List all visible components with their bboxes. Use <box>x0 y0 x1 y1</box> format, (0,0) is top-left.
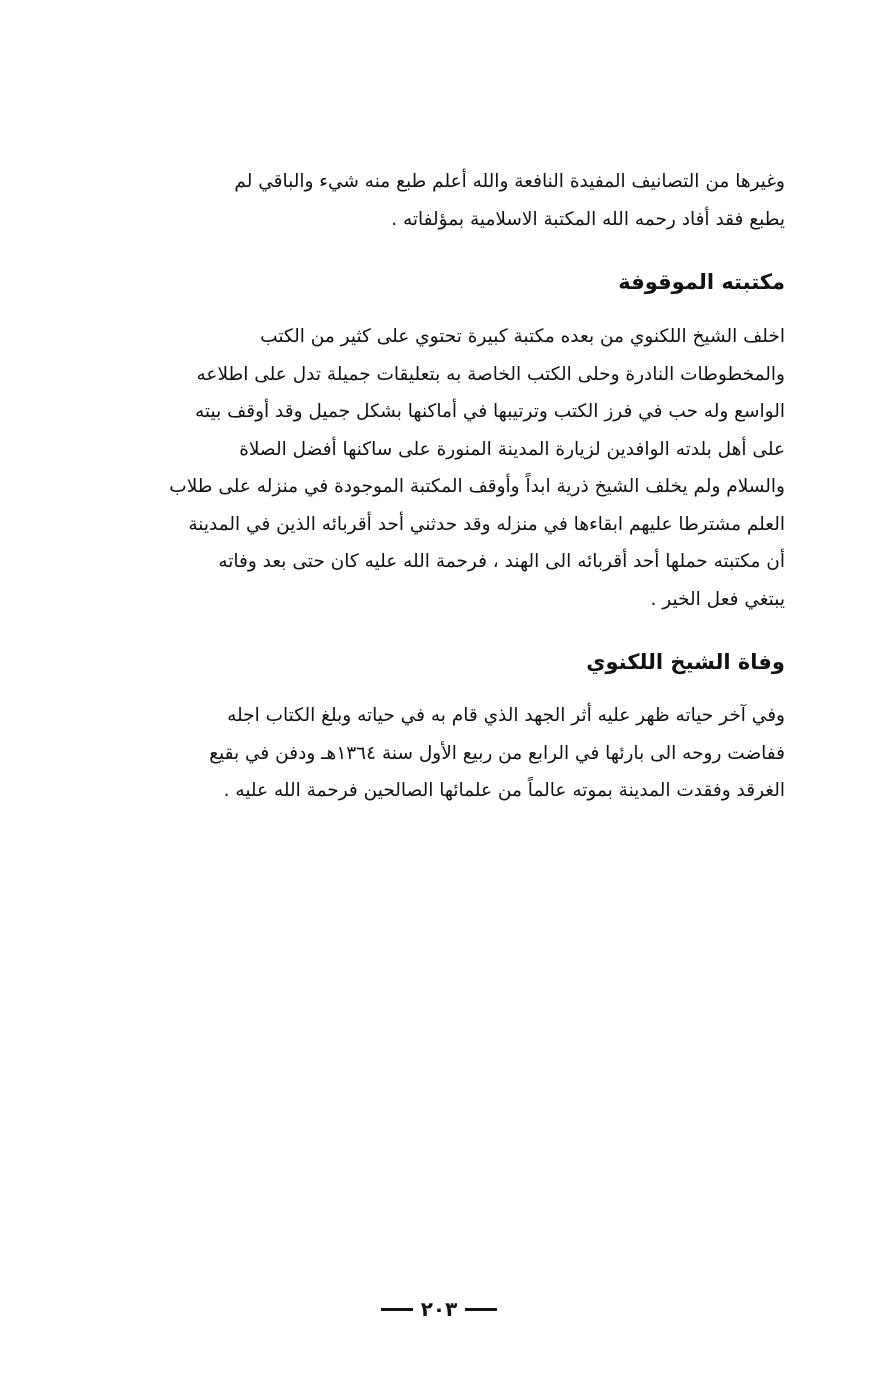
page-number: ٢٠٣ <box>420 1297 458 1321</box>
text-line: والسلام ولم يخلف الشيخ ذرية ابداً وأوقف المكتبة الموجودة في منزله على طلاب <box>169 476 785 497</box>
text-line: الواسع وله حب في فرز الكتب وترتيبها في أماكنها بشكل جميل وقد أوقف بيته <box>194 401 785 422</box>
paragraph-works-closing <box>135 163 785 238</box>
page-number-footer <box>0 1289 878 1329</box>
paragraph-death <box>135 697 785 810</box>
text-line: وفي آخر حياته ظهر عليه أثر الجهد الذي قام به في حياته وبلغ الكتاب اجله <box>227 705 785 726</box>
text-line: العلم مشترطا عليهم ابقاءها في منزله وقد حدثني أحد أقربائه الذين في المدينة <box>188 513 785 535</box>
text-line: اخلف الشيخ اللكنوي من بعده مكتبة كبيرة تحتوي على كثير من الكتب <box>260 326 785 347</box>
text-line: وغيرها من التصانيف المفيدة النافعة والله أعلم طبع منه شيء والباقي لم <box>234 171 785 192</box>
paragraph-endowed-library <box>135 318 785 618</box>
right-dash <box>465 1308 497 1311</box>
left-dash <box>381 1308 413 1311</box>
section-heading-endowed-library: مكتبته الموقوفة <box>618 270 785 294</box>
text-line: على أهل بلدته الوافدين لزيارة المدينة المنورة على ساكنها أفضل الصلاة <box>239 438 785 460</box>
text-line: والمخطوطات النادرة وحلى الكتب الخاصة به بتعليقات جميلة تدل على اطلاعه <box>196 363 785 385</box>
text-line: الغرقد وفقدت المدينة بموته عالماً من علمائها الصالحين فرحمة الله عليه . <box>223 780 785 801</box>
text-line: أن مكتبته حملها أحد أقربائه الى الهند ، فرحمة الله عليه كان حتى بعد وفاته <box>218 551 785 572</box>
section-heading-death: وفاة الشيخ اللكنوي <box>586 650 785 674</box>
text-line: يطبع فقد أفاد رحمه الله المكتبة الاسلامية بمؤلفاته . <box>391 208 785 230</box>
text-line: ففاضت روحه الى بارئها في الرابع من ربيع الأول سنة ١٣٦٤هـ ودفن في بقيع <box>209 742 785 764</box>
text-line: يبتغي فعل الخير . <box>650 588 785 610</box>
